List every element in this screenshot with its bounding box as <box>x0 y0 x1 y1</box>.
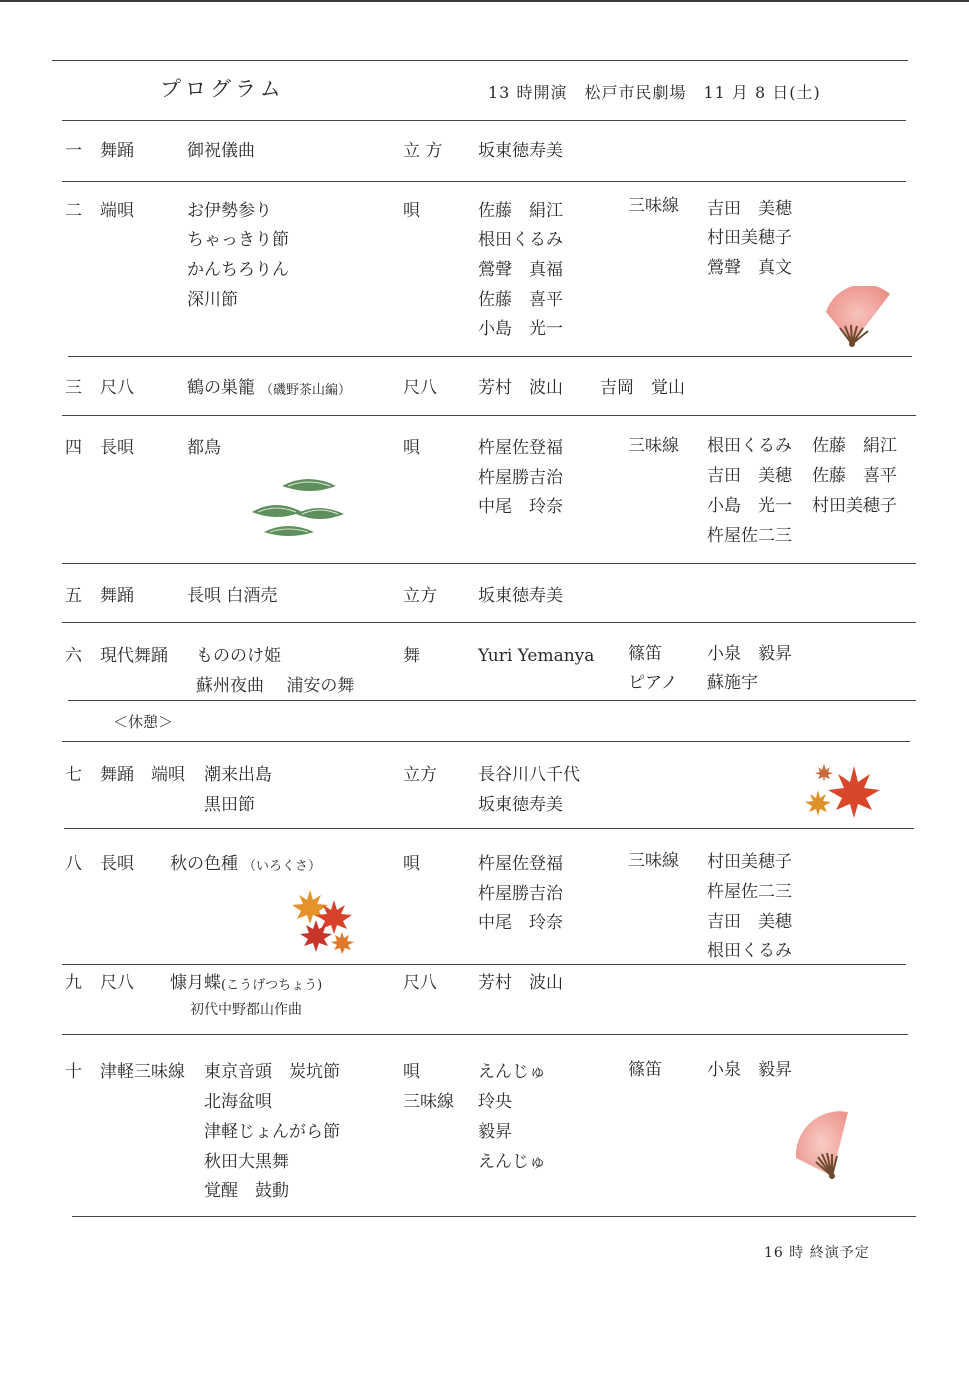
item-performer: 杵屋佐登福 <box>478 854 563 874</box>
item-genre: 現代舞踊 <box>100 646 168 666</box>
header-rule-top <box>52 60 908 61</box>
folding-fan-icon <box>818 286 900 352</box>
divider <box>62 622 916 623</box>
divider <box>62 415 916 416</box>
item-piece: ちゃっきり節 <box>187 230 289 250</box>
item-performer3: 村田美穂子 <box>812 496 897 516</box>
item-piece: 津軽じょんがら節 <box>204 1122 340 1142</box>
item-piece: お伊勢参り <box>187 201 272 221</box>
end-time-note: 16 時 終演予定 <box>764 1245 870 1261</box>
item-genre: 長唄 <box>100 854 134 874</box>
item-performer2: 小泉 毅昇 <box>707 644 792 664</box>
item-number: 一 <box>65 141 82 161</box>
divider <box>72 1216 916 1217</box>
item-genre: 津軽三味線 <box>100 1062 185 1082</box>
item-piece: 長唄 白酒売 <box>187 586 278 606</box>
item-piece: もののけ姫 <box>196 646 281 666</box>
maple-leaves-icon <box>288 886 360 956</box>
divider <box>62 181 906 182</box>
item-number: 十 <box>65 1062 82 1082</box>
item-performer2: 根田くるみ <box>707 436 792 456</box>
item-number: 四 <box>65 438 82 458</box>
item-piece: 深川節 <box>187 290 238 310</box>
item-piece: 黒田節 <box>204 795 255 815</box>
item-performer3: 佐藤 絹江 <box>812 436 897 456</box>
item-piece: 覚醒 鼓動 <box>204 1181 289 1201</box>
item-role: 立方 <box>403 765 437 785</box>
item-piece: 蘇州夜曲 浦安の舞 <box>196 676 355 696</box>
item-performer: えんじゅ <box>478 1152 546 1172</box>
item-performer: 坂東徳寿美 <box>478 795 563 815</box>
item-genre: 舞踊 <box>100 141 134 161</box>
item-piece: 潮来出島 <box>204 765 272 785</box>
item-role: 舞 <box>403 646 420 666</box>
item-performer2: 吉田 美穂 <box>707 912 792 932</box>
item-role: 唄 <box>403 201 420 221</box>
item-piece: 東京音頭 炭坑節 <box>204 1062 340 1082</box>
divider <box>64 828 914 829</box>
item-piece-subtitle: 初代中野都山作曲 <box>190 1002 302 1018</box>
item-performer2: 村田美穂子 <box>707 852 792 872</box>
item-number: 六 <box>65 646 82 666</box>
performance-info: 13 時開演 松戸市民劇場 11 月 8 日(土) <box>488 83 821 102</box>
item-piece-note: （磯野茶山編） <box>260 383 352 398</box>
item-role2: 三味線 <box>628 196 679 216</box>
divider <box>68 700 916 701</box>
item-role2: 篠笛 <box>628 644 662 664</box>
divider <box>62 741 910 742</box>
top-border <box>0 0 969 2</box>
item-role: 三味線 <box>403 1092 454 1112</box>
item-performer2: 蘇施宇 <box>707 673 758 693</box>
item-role: 立 方 <box>403 141 443 161</box>
item-performer2: 杵屋佐二三 <box>707 882 792 902</box>
item-performer: 芳村 波山 <box>478 973 563 993</box>
item-genre: 舞踊 端唄 <box>100 765 185 785</box>
item-role: 唄 <box>403 854 420 874</box>
item-piece-note: (こうげつちょう) <box>221 978 323 993</box>
item-role: 唄 <box>403 1062 420 1082</box>
item-piece: 北海盆唄 <box>204 1092 272 1112</box>
item-performer: 杵屋勝吉治 <box>478 884 563 904</box>
item-number: 八 <box>65 854 82 874</box>
item-performer: 芳村 波山 <box>478 378 563 398</box>
item-performer2: 杵屋佐二三 <box>707 526 792 546</box>
item-piece: 秋田大黒舞 <box>204 1152 289 1172</box>
item-performer2: 小島 光一 <box>707 496 792 516</box>
item-piece: かんちろりん <box>187 260 289 280</box>
item-number: 九 <box>65 973 82 993</box>
item-piece: 鶴の巣籠 <box>187 378 255 398</box>
item-number: 二 <box>65 201 82 221</box>
pine-icon <box>244 474 352 540</box>
item-role: 唄 <box>403 438 420 458</box>
item-performer: 毅昇 <box>478 1122 512 1142</box>
item-role: 尺八 <box>403 378 437 398</box>
item-performer: 坂東徳寿美 <box>478 586 563 606</box>
intermission-label: ＜休憩＞ <box>113 713 174 731</box>
item-performer: 小島 光一 <box>478 319 563 339</box>
item-performer: 佐藤 喜平 <box>478 290 563 310</box>
divider <box>62 1034 908 1035</box>
item-genre: 端唄 <box>100 201 134 221</box>
item-performer: 玲央 <box>478 1092 512 1112</box>
item-performer: えんじゅ <box>478 1062 546 1082</box>
item-performer: 長谷川八千代 <box>478 765 580 785</box>
item-genre: 舞踊 <box>100 586 134 606</box>
maple-leaves-icon <box>804 760 884 826</box>
item-piece: 御祝儀曲 <box>187 141 255 161</box>
item-performer: 根田くるみ <box>478 230 563 250</box>
item-piece-note: （いろくさ） <box>243 859 322 874</box>
item-role3: ピアノ <box>628 673 678 693</box>
item-role: 立方 <box>403 586 437 606</box>
divider <box>62 964 906 965</box>
item-performer2: 吉田 美穂 <box>707 199 792 219</box>
header-rule-bottom <box>62 120 906 121</box>
item-performer: 吉岡 覚山 <box>600 378 685 398</box>
item-performer2: 村田美穂子 <box>707 228 792 248</box>
folding-fan-icon <box>790 1106 868 1188</box>
item-performer2: 小泉 毅昇 <box>707 1060 792 1080</box>
item-genre: 尺八 <box>100 378 134 398</box>
item-performer: 中尾 玲奈 <box>478 497 563 517</box>
item-number: 七 <box>65 765 82 785</box>
page-title: プログラム <box>160 77 285 101</box>
item-role2: 篠笛 <box>628 1060 662 1080</box>
item-performer2: 鶯聲 真文 <box>707 258 792 278</box>
item-genre: 長唄 <box>100 438 134 458</box>
divider <box>68 356 912 357</box>
item-performer3: 佐藤 喜平 <box>812 466 897 486</box>
item-role: 尺八 <box>403 973 437 993</box>
item-piece: 都鳥 <box>187 438 221 458</box>
item-performer: 坂東徳寿美 <box>478 141 563 161</box>
item-piece: 秋の色種 <box>170 854 238 874</box>
item-role2: 三味線 <box>628 851 679 871</box>
item-performer: 中尾 玲奈 <box>478 913 563 933</box>
item-number: 三 <box>65 378 82 398</box>
item-role2: 三味線 <box>628 436 679 456</box>
divider <box>62 563 916 564</box>
item-performer2: 吉田 美穂 <box>707 466 792 486</box>
item-performer: Yuri Yemanya <box>478 646 595 666</box>
item-number: 五 <box>65 586 82 606</box>
item-performer: 杵屋佐登福 <box>478 438 563 458</box>
item-performer: 佐藤 絹江 <box>478 201 563 221</box>
item-performer: 杵屋勝吉治 <box>478 468 563 488</box>
item-performer2: 根田くるみ <box>707 941 792 961</box>
item-genre: 尺八 <box>100 973 134 993</box>
item-piece: 慷月蝶 <box>170 973 221 993</box>
item-performer: 鶯聲 真福 <box>478 260 563 280</box>
